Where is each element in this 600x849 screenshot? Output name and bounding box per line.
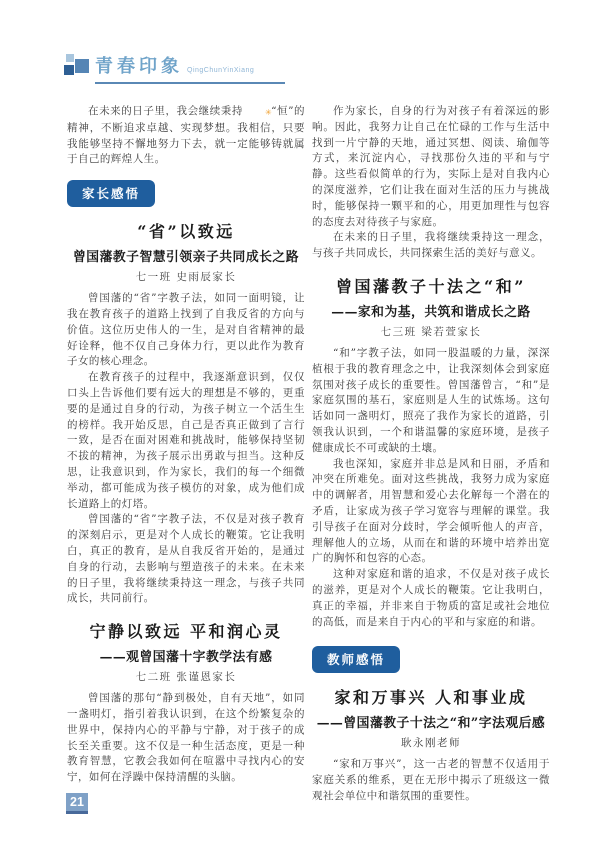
left-column: [67, 104, 305, 786]
article-3-paragraph: “和”字教子法，如同一股温暖的力量，深深植根于我的教育理念之中，让我深刻体会到家庭氛围对孩子成长的重要性。曾国藩曾言，“和”是家庭氛围的基石，家庭则是人生的试炼场。这句话如同一盏明灯，照亮了我作为家长的道路，引领我认识到，一个和谐温馨的家庭环境，是孩子健康成长不可或缺的土壤。: [312, 346, 550, 454]
article-1-title: “省”以致远: [137, 222, 235, 242]
article-3-paragraph: 这种对家庭和谐的追求，不仅是对孩子成长的滋养，更是对个人成长的鞭策。它让我明白，真正的幸福，并非来自于物质的富足或社会地位的高低，而是来自于内心的平和与家庭的和谐。: [312, 568, 550, 628]
sparkle-icon: ✳: [264, 108, 273, 117]
magazine-pinyin: QingChunYinXiang: [187, 67, 255, 74]
teachers-badge-row: [312, 646, 550, 673]
article-1: [67, 219, 305, 607]
article-4-subtitle: ——曾国藩教子十法之“和”字法观后感: [316, 716, 546, 732]
intro-paragraph: [67, 104, 305, 168]
article-3: [312, 274, 550, 630]
article-4: [312, 685, 550, 804]
article-3-title: 曾国藩教子十法之“和”: [336, 276, 526, 296]
article-2: [67, 619, 305, 786]
article-2-title: 宁静以致远 平和润心灵: [89, 622, 283, 642]
article-1-byline: 七一班 史雨辰家长: [135, 271, 237, 284]
article-2-subtitle: ——观曾国藩十字教学法有感: [99, 650, 273, 666]
page-number-badge: 21: [66, 793, 88, 814]
continuation-paragraph: 作为家长，自身的行为对孩子有着深远的影响。因此，我努力让自己在忙碌的工作与生活中找到一片宁静的天地，通过冥想、阅读、瑜伽等方式，来沉淀内心，寻找那份久违的平和与宁静。这些看似简单的行为，实际上是对自我内心的深度滋养，它们让我在面对生活的压力与挑战时，能够保持一颗平和的心，用更加理性与包容的态度去对待孩子与家庭。: [312, 105, 550, 228]
article-3-subtitle: ——家和为基，共筑和谐成长之路: [331, 304, 531, 320]
intro-part2: “恒”的精神，不断追求卓越、实现梦想。我相信，只要我能够坚持不懈地努力下去，就一定能够铸就属于自己的辉煌人生。: [67, 105, 305, 166]
parents-badge-row: [67, 180, 305, 207]
logo-square-dark: [64, 65, 74, 75]
article-1-subtitle: 曾国藩教子智慧引领亲子共同成长之路: [72, 250, 300, 266]
article-4-title: 家和万事兴 人和事业成: [334, 688, 528, 708]
intro-part1: 在未来的日子里，我会继续秉持: [88, 105, 243, 117]
article-1-paragraph: 在教育孩子的过程中，我逐渐意识到，仅仅口头上告诉他们要有远大的理想是不够的，更重要的是通过自身的行动，为孩子树立一个活生生的榜样。我开始反思，自己是否真正做到了言行一致，是否在面对困难和挑战时，能够保持坚韧不拔的精神，为孩子展示出勇敢与担当。这种反思，让我意识到，作为家长，我们的每一个细微举动，都可能成为孩子模仿的对象，成为他们成长道路上的灯塔。: [67, 371, 305, 510]
article-4-byline: 耿永刚老师: [401, 737, 461, 750]
magazine-title: 青春印象: [95, 56, 183, 76]
logo-square-light: [66, 54, 74, 62]
article-4-paragraph: “家和万事兴”，这一古老的智慧不仅适用于家庭关系的维系，更在无形中揭示了班级这一微观社会单位中和谐氛围的重要性。: [312, 758, 550, 802]
logo-square-big: [75, 59, 89, 73]
article-2-byline: 七二班 张谨恩家长: [135, 671, 237, 684]
right-column: [312, 104, 550, 805]
masthead: [64, 52, 285, 84]
article-1-paragraph: 曾国藩的“省”字教子法，如同一面明镜，让我在教育孩子的道路上找到了自我反省的方向与价值。这位历史伟人的一生，是对自省精神的最好诠释，他不仅自己身体力行，更以此作为教育子女的核心理念。: [67, 292, 305, 368]
article-2-paragraph: 曾国藩的那句“静到极处，自有天地”，如同一盏明灯，指引着我认识到，在这个纷繁复杂的世界中，保持内心的平静与宁静，对于孩子的成长至关重要。这不仅是一种生活态度，更是一种教育智慧，它教会我如何在喧嚣中寻找内心的安宁，如何在浮躁中保持清醒的头脑。: [67, 692, 305, 784]
continuation-paragraph: 在未来的日子里，我将继续秉持这一理念，与孩子共同成长，共同探索生活的美好与意义。: [312, 231, 550, 260]
teachers-section-badge: 教师感悟: [312, 646, 400, 673]
masthead-text: [95, 52, 285, 84]
article-3-paragraph: 我也深知，家庭并非总是风和日丽，矛盾和冲突在所难免。面对这些挑战，我努力成为家庭中的调解者，用智慧和爱心去化解每一个潜在的矛盾，让家成为孩子学习宽容与理解的课堂。我引导孩子在面对分歧时，学会倾听他人的声音，理解他人的立场，从而在和谐的环境中培养出宽广的胸怀和包容的心态。: [312, 457, 550, 565]
parents-section-badge: 家长感悟: [67, 180, 155, 207]
article-3-byline: 七三班 梁若萱家长: [380, 325, 482, 338]
article-1-paragraph: 曾国藩的“省”字教子法，不仅是对孩子教育的深刻启示，更是对个人成长的鞭策。它让我明白，真正的教育，是从自我反省开始的，是通过自身的行动，去影响与塑造孩子的未来。在未来的日子里，我将继续秉持这一理念，与孩子共同成长，共同前行。: [67, 513, 305, 605]
magazine-logo-icon: [64, 52, 91, 82]
